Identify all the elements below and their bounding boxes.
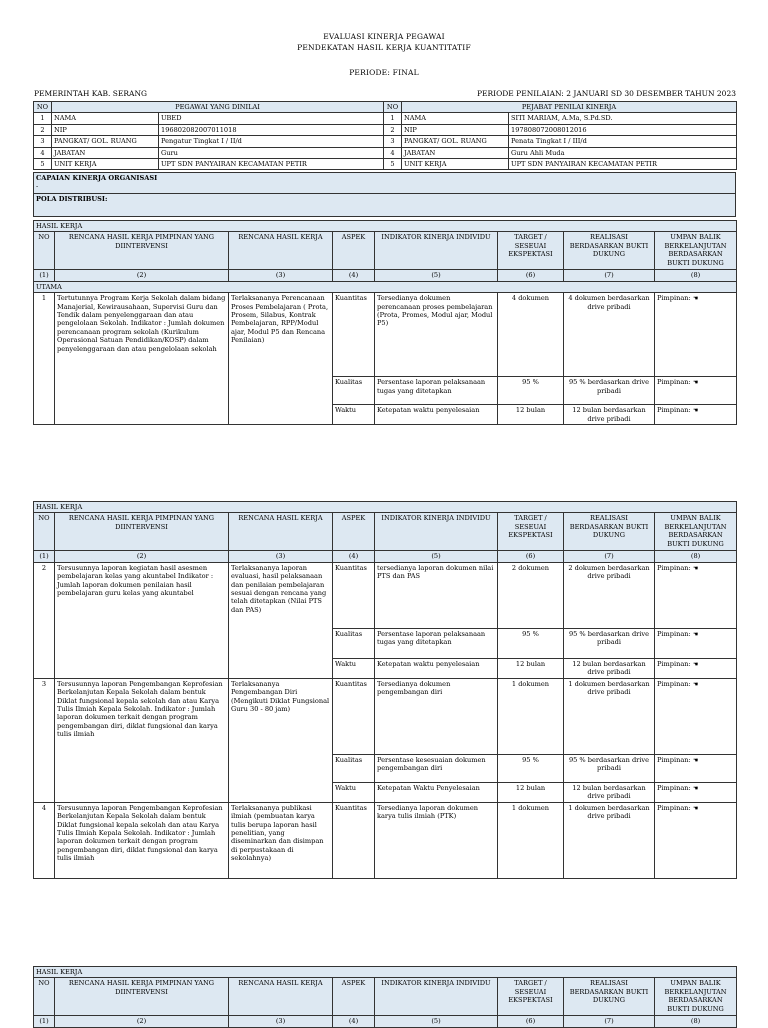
item-umpan-balik xyxy=(655,562,737,628)
colnum: (4) xyxy=(333,270,375,281)
identity-header-row xyxy=(34,102,737,113)
item-indikator: tersedianya laporan dokumen nilai PTS dan PAS xyxy=(375,562,498,628)
item-umpan-balik xyxy=(655,293,737,377)
row-no: 4 xyxy=(34,147,52,158)
instansi: PEMERINTAH KAB. SERANG xyxy=(34,89,148,98)
table-row xyxy=(34,293,737,377)
item-rhk: Terlaksananya laporan evaluasi, hasil pelaksanaan dan penilaian pembelajaran sesuai dengan rencana yang telah ditetapkan (Nilai PTS dan PAS) xyxy=(229,562,333,678)
hand-pointer-icon: ☚ xyxy=(692,804,699,812)
row-label: NAMA xyxy=(52,113,159,124)
th-no: NO xyxy=(34,513,55,551)
table-row xyxy=(34,802,737,878)
item-target: 2 dokumen xyxy=(498,562,564,628)
hasil-kerja-table-1 xyxy=(33,220,737,425)
item-rhk-pimpinan: Tertutunnya Program Kerja Sekolah dalam bidang Manajerial, Kewirausahaan, Supervisi Guru dan Tendik dalam penyelenggaraan dan atau pengelolaan Sekolah. Indikator : Jumlah dokumen perencanaan program sekolah (Kurikulum Operasional Satuan Pendidikan/KOSP) dalam penyelenggaraan dan atau pengelolaan sekolah xyxy=(55,293,229,425)
item-aspek: Kuantitas xyxy=(333,678,375,754)
th-realisasi: REALISASI BERDASARKAN BUKTI DUKUNG xyxy=(564,978,655,1016)
item-aspek: Kualitas xyxy=(333,377,375,405)
item-aspek: Kualitas xyxy=(333,754,375,782)
identity-row xyxy=(34,136,737,147)
item-indikator: Ketepatan waktu penyelesaian xyxy=(375,405,498,425)
item-realisasi: 12 bulan berdasarkan drive pribadi xyxy=(564,658,655,678)
th-umpan-balik: UMPAN BALIK BERKELANJUTAN BERDASARKAN BUKTI DUKUNG xyxy=(655,978,737,1016)
th-aspek: ASPEK xyxy=(333,513,375,551)
item-indikator: Ketepatan Waktu Penyelesaian xyxy=(375,782,498,802)
capaian-value: - xyxy=(36,182,39,191)
item-umpan-balik xyxy=(655,802,737,878)
hand-pointer-icon: ☚ xyxy=(692,756,699,764)
row-label: UNIT KERJA xyxy=(52,159,159,170)
capaian-table xyxy=(33,172,736,217)
row-label: JABATAN xyxy=(52,147,159,158)
doc-periode: PERIODE: FINAL xyxy=(349,68,419,77)
row-no: 2 xyxy=(34,124,52,135)
colnum: (6) xyxy=(498,270,564,281)
item-aspek: Waktu xyxy=(333,658,375,678)
item-realisasi: 95 % berdasarkan drive pribadi xyxy=(564,628,655,658)
pegawai-pangkat: Pengatur Tingkat I / II/d xyxy=(159,136,384,147)
item-target: 4 dokumen xyxy=(498,293,564,377)
th-target: TARGET / SESEUAI EKSPEKTASI xyxy=(498,232,564,270)
th-umpan-balik: UMPAN BALIK BERKELANJUTAN BERDASARKAN BUKTI DUKUNG xyxy=(655,513,737,551)
item-aspek: Kuantitas xyxy=(333,562,375,628)
item-rhk: Terlaksananya Pengembangan Diri (Mengikuti Diklat Fungsional Guru 30 - 80 jam) xyxy=(229,678,333,802)
colnum: (2) xyxy=(55,551,229,562)
item-umpan-balik xyxy=(655,628,737,658)
th-target: TARGET / SESEUAI EKSPEKTASI xyxy=(498,513,564,551)
identity-row xyxy=(34,159,737,170)
colnum: (7) xyxy=(564,1016,655,1027)
item-aspek: Kuantitas xyxy=(333,802,375,878)
capaian-cell xyxy=(34,173,736,194)
th-indikator: INDIKATOR KINERJA INDIVIDU xyxy=(375,978,498,1016)
col-no: NO xyxy=(384,102,402,113)
th-realisasi: REALISASI BERDASARKAN BUKTI DUKUNG xyxy=(564,513,655,551)
item-target: 12 bulan xyxy=(498,658,564,678)
row-no: 4 xyxy=(384,147,402,158)
hand-pointer-icon: ☚ xyxy=(692,680,699,688)
table-row xyxy=(34,678,737,754)
row-no: 5 xyxy=(384,159,402,170)
colnum: (8) xyxy=(655,1016,737,1027)
doc-title: EVALUASI KINERJA PEGAWAI xyxy=(323,32,445,41)
colnum: (8) xyxy=(655,270,737,281)
penilai-unit: UPT SDN PANYAIRAN KECAMATAN PETIR xyxy=(509,159,737,170)
item-aspek: Waktu xyxy=(333,782,375,802)
colnum: (8) xyxy=(655,551,737,562)
pimpinan-label: Pimpinan: xyxy=(657,755,691,764)
pimpinan-label: Pimpinan: xyxy=(657,783,691,792)
th-realisasi: REALISASI BERDASARKAN BUKTI DUKUNG xyxy=(564,232,655,270)
item-indikator: Tersedianya dokumen pengembangan diri xyxy=(375,678,498,754)
section-utama: UTAMA xyxy=(34,281,737,292)
row-label: UNIT KERJA xyxy=(402,159,509,170)
th-target: TARGET / SESEUAI EKSPEKTASI xyxy=(498,978,564,1016)
item-realisasi: 95 % berdasarkan drive pribadi xyxy=(564,754,655,782)
colnum: (5) xyxy=(375,270,498,281)
pimpinan-label: Pimpinan: xyxy=(657,294,691,303)
pimpinan-label: Pimpinan: xyxy=(657,378,691,387)
hand-pointer-icon: ☚ xyxy=(692,660,699,668)
item-umpan-balik xyxy=(655,377,737,405)
colnum: (7) xyxy=(564,551,655,562)
item-umpan-balik xyxy=(655,405,737,425)
row-label: NIP xyxy=(402,124,509,135)
row-label: NAMA xyxy=(402,113,509,124)
identity-row xyxy=(34,147,737,158)
periode-penilaian: PERIODE PENILAIAN: 2 JANUARI SD 30 DESEMBER TAHUN 2023 xyxy=(477,89,736,98)
item-target: 1 dokumen xyxy=(498,678,564,754)
section-hasil-kerja: HASIL KERJA xyxy=(34,221,737,232)
table-row xyxy=(34,562,737,628)
colnum: (4) xyxy=(333,551,375,562)
row-label: NIP xyxy=(52,124,159,135)
item-umpan-balik xyxy=(655,754,737,782)
th-no: NO xyxy=(34,978,55,1016)
item-realisasi: 12 bulan berdasarkan drive pribadi xyxy=(564,782,655,802)
identity-row xyxy=(34,113,737,124)
pimpinan-label: Pimpinan: xyxy=(657,679,691,688)
col-no: NO xyxy=(34,102,52,113)
row-label: PANGKAT/ GOL. RUANG xyxy=(402,136,509,147)
item-rhk: Terlaksananya publikasi ilmiah (pembuatan karya tulis berupa laporan hasil penelitian, yang diseminarkan dan disimpan di perpustakaan di sekolahnya) xyxy=(229,802,333,878)
item-umpan-balik xyxy=(655,678,737,754)
th-rhk: RENCANA HASIL KERJA xyxy=(229,978,333,1016)
pimpinan-label: Pimpinan: xyxy=(657,563,691,572)
th-rhk-pimpinan: RENCANA HASIL KERJA PIMPINAN YANG DIINTERVENSI xyxy=(55,513,229,551)
item-umpan-balik xyxy=(655,658,737,678)
th-umpan-balik: UMPAN BALIK BERKELANJUTAN BERDASARKAN BUKTI DUKUNG xyxy=(655,232,737,270)
pegawai-nip: 196802082007011018 xyxy=(159,124,384,135)
section-hasil-kerja: HASIL KERJA xyxy=(34,967,737,978)
row-label: PANGKAT/ GOL. RUANG xyxy=(52,136,159,147)
item-target: 12 bulan xyxy=(498,405,564,425)
pimpinan-label: Pimpinan: xyxy=(657,659,691,668)
th-rhk-pimpinan: RENCANA HASIL KERJA PIMPINAN YANG DIINTERVENSI xyxy=(55,232,229,270)
pimpinan-label: Pimpinan: xyxy=(657,803,691,812)
row-no: 1 xyxy=(34,113,52,124)
colnum: (3) xyxy=(229,270,333,281)
pegawai-jabatan: Guru xyxy=(159,147,384,158)
item-rhk-pimpinan: Tersusunnya laporan Pengembangan Keprofesian Berkelanjutan Kepala Sekolah dalam bentuk Diklat fungsional kepala sekolah dan atau Karya Tulis Ilmiah Kepala Sekolah. Indikator : Jumlah laporan dokumen terkait dengan program pengembangan diri, diklat fungsional dan karya tulis ilmiah xyxy=(55,802,229,878)
item-target: 12 bulan xyxy=(498,782,564,802)
row-no: 5 xyxy=(34,159,52,170)
colnum: (1) xyxy=(34,270,55,281)
th-rhk: RENCANA HASIL KERJA xyxy=(229,232,333,270)
item-realisasi: 12 bulan berdasarkan drive pribadi xyxy=(564,405,655,425)
hasil-kerja-table-3 xyxy=(33,966,737,1028)
penilai-nip: 197808072008012016 xyxy=(509,124,737,135)
hand-pointer-icon: ☚ xyxy=(692,379,699,387)
th-indikator: INDIKATOR KINERJA INDIVIDU xyxy=(375,513,498,551)
item-target: 95 % xyxy=(498,628,564,658)
item-indikator: Persentase laporan pelaksanaan tugas yang ditetapkan xyxy=(375,377,498,405)
item-no: 4 xyxy=(34,802,55,878)
item-realisasi: 1 dokumen berdasarkan drive pribadi xyxy=(564,802,655,878)
colnum: (2) xyxy=(55,270,229,281)
colnum: (5) xyxy=(375,1016,498,1027)
item-realisasi: 4 dokumen berdasarkan drive pribadi xyxy=(564,293,655,377)
item-aspek: Waktu xyxy=(333,405,375,425)
penilai-pangkat: Penata Tingkat I / III/d xyxy=(509,136,737,147)
colnum: (2) xyxy=(55,1016,229,1027)
colnum: (3) xyxy=(229,1016,333,1027)
colnum: (6) xyxy=(498,551,564,562)
item-aspek: Kualitas xyxy=(333,628,375,658)
colnum: (6) xyxy=(498,1016,564,1027)
colnum: (7) xyxy=(564,270,655,281)
identity-row xyxy=(34,124,737,135)
item-rhk-pimpinan: Tersusunnya laporan Pengembangan Keprofesian Berkelanjutan Kepala Sekolah dalam bentuk Diklat fungsional kepala sekolah dan atau Karya Tulis Ilmiah Kepala Sekolah. Indikator : Jumlah laporan dokumen terkait dengan program pengembangan diri, diklat fungsional dan karya tulis ilmiah xyxy=(55,678,229,802)
item-target: 95 % xyxy=(498,754,564,782)
row-no: 1 xyxy=(384,113,402,124)
hand-pointer-icon: ☚ xyxy=(692,407,699,415)
item-rhk-pimpinan: Tersusunnya laporan kegiatan hasil asesmen pembelajaran kelas yang akuntabel Indikator : Jumlah laporan dokumen penilaian hasil pembelajaran guru kelas yang akuntabel xyxy=(55,562,229,678)
pimpinan-label: Pimpinan: xyxy=(657,406,691,415)
row-no: 3 xyxy=(34,136,52,147)
th-rhk: RENCANA HASIL KERJA xyxy=(229,513,333,551)
hand-pointer-icon: ☚ xyxy=(692,295,699,303)
item-realisasi: 95 % berdasarkan drive pribadi xyxy=(564,377,655,405)
penilai-jabatan: Guru Ahli Muda xyxy=(509,147,737,158)
hasil-kerja-table-2 xyxy=(33,501,737,879)
colnum: (1) xyxy=(34,1016,55,1027)
item-target: 1 dokumen xyxy=(498,802,564,878)
colnum: (1) xyxy=(34,551,55,562)
item-no: 1 xyxy=(34,293,55,425)
pejabat-penilai-title: PEJABAT PENILAI KINERJA xyxy=(402,102,737,113)
th-indikator: INDIKATOR KINERJA INDIVIDU xyxy=(375,232,498,270)
th-rhk-pimpinan: RENCANA HASIL KERJA PIMPINAN YANG DIINTERVENSI xyxy=(55,978,229,1016)
item-no: 2 xyxy=(34,562,55,678)
hand-pointer-icon: ☚ xyxy=(692,630,699,638)
item-rhk: Terlaksananya Perencanaan Proses Pembelajaran ( Prota, Prosem, Silabus, Kontrak Pembelajaran, RPP/Modul ajar, Modul P5 dan Rencana Penilaian) xyxy=(229,293,333,425)
item-realisasi: 2 dokumen berdasarkan drive pribadi xyxy=(564,562,655,628)
row-label: JABATAN xyxy=(402,147,509,158)
item-no: 3 xyxy=(34,678,55,802)
hand-pointer-icon: ☚ xyxy=(692,784,699,792)
th-aspek: ASPEK xyxy=(333,978,375,1016)
pimpinan-label: Pimpinan: xyxy=(657,629,691,638)
identity-table xyxy=(33,101,737,170)
item-indikator: Tersedianya dokumen perencanaan proses pembelajaran (Prota, Promes, Modul ajar, Modul P5) xyxy=(375,293,498,377)
section-hasil-kerja: HASIL KERJA xyxy=(34,502,737,513)
item-umpan-balik xyxy=(655,782,737,802)
colnum: (4) xyxy=(333,1016,375,1027)
item-indikator: Persentase kesesuaian dokumen pengembangan diri xyxy=(375,754,498,782)
pola-distribusi-title: POLA DISTRIBUSI: xyxy=(34,194,736,217)
item-target: 95 % xyxy=(498,377,564,405)
colnum: (5) xyxy=(375,551,498,562)
pegawai-dinilai-title: PEGAWAI YANG DINILAI xyxy=(52,102,384,113)
th-no: NO xyxy=(34,232,55,270)
pegawai-unit: UPT SDN PANYAIRAN KECAMATAN PETIR xyxy=(159,159,384,170)
pegawai-nama: UBED xyxy=(159,113,384,124)
colnum: (3) xyxy=(229,551,333,562)
hand-pointer-icon: ☚ xyxy=(692,564,699,572)
th-aspek: ASPEK xyxy=(333,232,375,270)
item-indikator: Persentase laporan pelaksanaan tugas yang ditetapkan xyxy=(375,628,498,658)
item-indikator: Ketepatan waktu penyelesaian xyxy=(375,658,498,678)
item-realisasi: 1 dokumen berdasarkan drive pribadi xyxy=(564,678,655,754)
doc-subtitle: PENDEKATAN HASIL KERJA KUANTITATIF xyxy=(297,43,471,52)
capaian-title: CAPAIAN KINERJA ORGANISASI xyxy=(36,174,158,182)
row-no: 2 xyxy=(384,124,402,135)
penilai-nama: SITI MARIAM, A.Ma, S.Pd.SD. xyxy=(509,113,737,124)
item-aspek: Kuantitas xyxy=(333,293,375,377)
item-indikator: Tersedianya laporan dokumen karya tulis ilmiah (PTK) xyxy=(375,802,498,878)
row-no: 3 xyxy=(384,136,402,147)
